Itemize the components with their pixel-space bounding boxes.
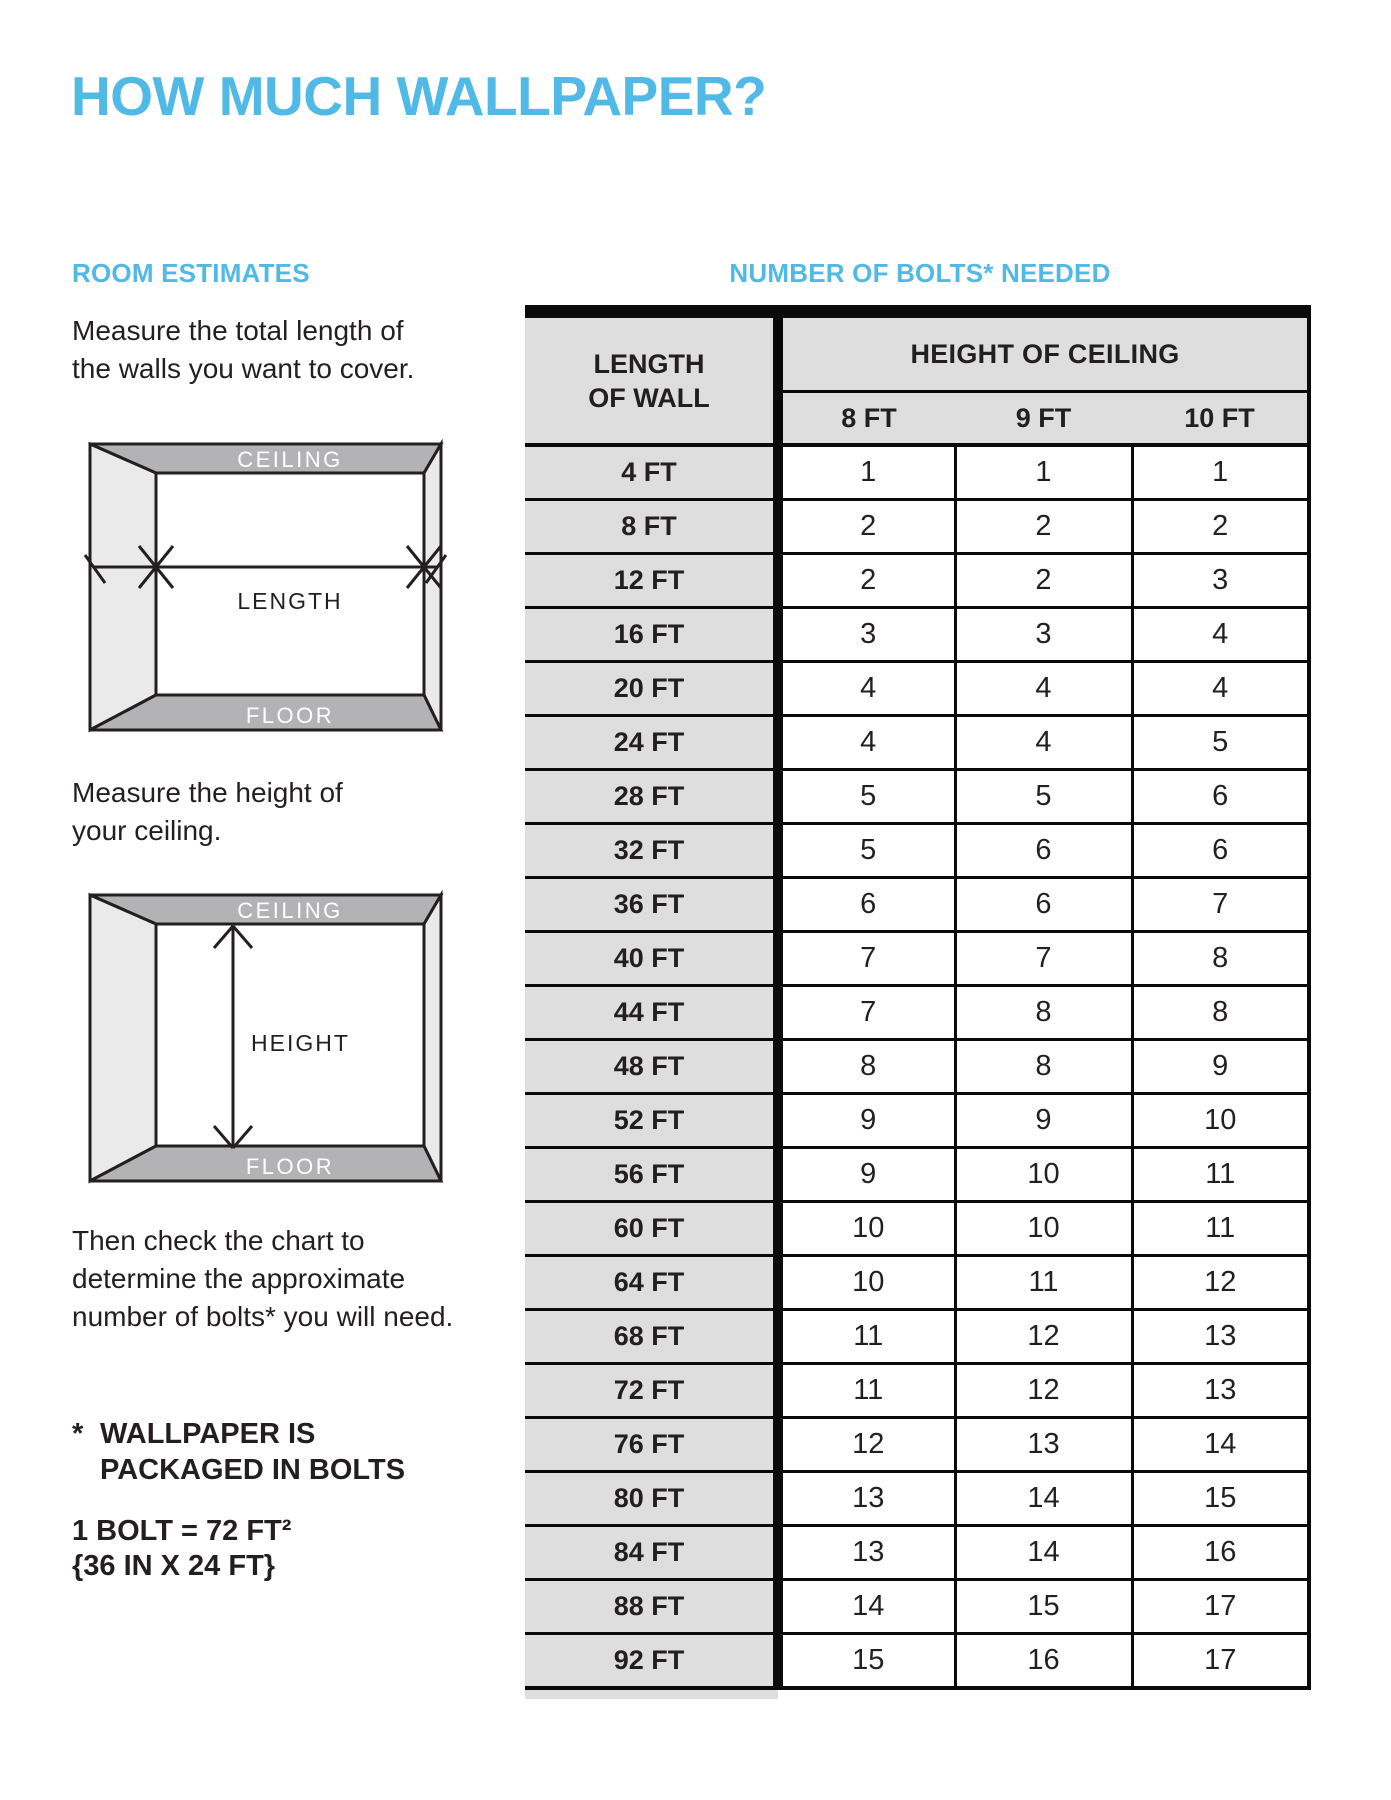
bolt-count-cell: 1	[955, 445, 1132, 500]
bolt-count-cell: 6	[955, 824, 1132, 878]
ceiling-label: CEILING	[237, 447, 343, 472]
bolt-count-cell: 7	[778, 986, 955, 1040]
table-row	[525, 554, 1309, 608]
bolt-count-cell: 8	[955, 986, 1132, 1040]
bolt-count-cell: 6	[955, 878, 1132, 932]
bolt-count-cell: 15	[778, 1634, 955, 1689]
row-length-label: 80 FT	[525, 1472, 778, 1526]
page-title: HOW MUCH WALLPAPER?	[71, 65, 767, 127]
row-length-label: 92 FT	[525, 1634, 778, 1689]
table-row	[525, 1418, 1309, 1472]
row-length-label: 4 FT	[525, 445, 778, 500]
bolt-count-cell: 5	[778, 770, 955, 824]
bolt-count-cell: 14	[1132, 1418, 1309, 1472]
row-length-label: 48 FT	[525, 1040, 778, 1094]
bolt-count-cell: 7	[955, 932, 1132, 986]
bolt-count-cell: 6	[1132, 770, 1309, 824]
bolt-count-cell: 11	[1132, 1202, 1309, 1256]
row-length-label: 12 FT	[525, 554, 778, 608]
bolts-needed-heading: NUMBER OF BOLTS* NEEDED	[729, 258, 1111, 288]
bolt-count-cell: 11	[778, 1310, 955, 1364]
paragraph-line: Then check the chart to	[72, 1225, 365, 1256]
bolt-count-cell: 13	[778, 1472, 955, 1526]
bolt-count-cell: 1	[778, 445, 955, 500]
bolt-count-cell: 11	[778, 1364, 955, 1418]
bolt-equation: 1 BOLT = 72 FT²	[72, 1515, 292, 1547]
bolt-count-cell: 17	[1132, 1580, 1309, 1634]
floor-label: FLOOR	[245, 1154, 335, 1179]
bolt-count-cell: 10	[955, 1202, 1132, 1256]
footnote-line	[72, 1416, 405, 1452]
table-row	[525, 1580, 1309, 1634]
bolt-count-cell: 9	[778, 1094, 955, 1148]
bolt-count-cell: 3	[778, 608, 955, 662]
bolt-count-cell: 11	[955, 1256, 1132, 1310]
bolt-count-cell: 2	[955, 500, 1132, 554]
bolt-count-cell: 2	[955, 554, 1132, 608]
row-length-label: 88 FT	[525, 1580, 778, 1634]
header-line: OF WALL	[588, 382, 710, 413]
bolt-count-cell: 16	[955, 1634, 1132, 1689]
row-length-label: 72 FT	[525, 1364, 778, 1418]
table-row	[525, 1202, 1309, 1256]
bolt-dimensions: {36 IN X 24 FT}	[72, 1550, 276, 1582]
wallpaper-bolts-footnote	[72, 1416, 405, 1488]
bolt-count-cell: 4	[1132, 608, 1309, 662]
bolt-count-cell: 14	[955, 1472, 1132, 1526]
bolt-count-cell: 12	[955, 1364, 1132, 1418]
height-of-ceiling-header: HEIGHT OF CEILING	[778, 312, 1309, 392]
bolt-count-cell: 14	[778, 1580, 955, 1634]
bolt-count-cell: 12	[778, 1418, 955, 1472]
row-length-label: 64 FT	[525, 1256, 778, 1310]
header-line: LENGTH	[593, 348, 705, 379]
table-row	[525, 1310, 1309, 1364]
row-length-label: 60 FT	[525, 1202, 778, 1256]
table-row	[525, 1094, 1309, 1148]
bolt-count-cell: 9	[778, 1148, 955, 1202]
table-row	[525, 1634, 1309, 1689]
table-row	[525, 878, 1309, 932]
bolt-count-cell: 13	[955, 1418, 1132, 1472]
table-row	[525, 1148, 1309, 1202]
height-label: HEIGHT	[251, 1030, 350, 1056]
table-row	[525, 1526, 1309, 1580]
row-length-label: 16 FT	[525, 608, 778, 662]
bolt-count-cell: 14	[955, 1526, 1132, 1580]
table-row	[525, 1472, 1309, 1526]
room-height-diagram	[83, 888, 448, 1188]
paragraph-line: number of bolts* you will need.	[72, 1301, 454, 1332]
check-chart-paragraph	[72, 1222, 453, 1336]
bolt-count-cell: 4	[778, 716, 955, 770]
floor-label: FLOOR	[245, 703, 335, 728]
bolt-count-cell: 5	[1132, 716, 1309, 770]
table-row	[525, 932, 1309, 986]
bolt-count-cell: 7	[778, 932, 955, 986]
column-header-10ft: 10 FT	[1132, 392, 1309, 446]
room-height-diagram-svg	[83, 888, 448, 1188]
paragraph-line: your ceiling.	[72, 815, 222, 846]
bolt-count-cell: 4	[1132, 662, 1309, 716]
table-row	[525, 1364, 1309, 1418]
column-header-8ft: 8 FT	[778, 392, 955, 446]
paragraph-line: the walls you want to cover.	[72, 353, 415, 384]
bolt-count-cell: 15	[1132, 1472, 1309, 1526]
row-length-label: 68 FT	[525, 1310, 778, 1364]
bolt-count-cell: 13	[1132, 1364, 1309, 1418]
ceiling-label: CEILING	[237, 898, 343, 923]
bolt-count-cell: 11	[1132, 1148, 1309, 1202]
bolt-count-cell: 8	[778, 1040, 955, 1094]
bolt-count-cell: 8	[1132, 986, 1309, 1040]
row-length-label: 20 FT	[525, 662, 778, 716]
bolt-count-cell: 2	[1132, 500, 1309, 554]
length-of-wall-header	[525, 312, 778, 446]
table-row	[525, 770, 1309, 824]
bolt-count-cell: 8	[1132, 932, 1309, 986]
bolt-count-cell: 4	[955, 662, 1132, 716]
bolt-count-cell: 13	[778, 1526, 955, 1580]
row-length-label: 84 FT	[525, 1526, 778, 1580]
bolt-count-cell: 6	[1132, 824, 1309, 878]
bolts-table	[525, 305, 1311, 1690]
bolt-count-cell: 5	[955, 770, 1132, 824]
bolt-count-cell: 2	[778, 500, 955, 554]
bolt-count-cell: 13	[1132, 1310, 1309, 1364]
column-header-9ft: 9 FT	[955, 392, 1132, 446]
bolts-table-container	[525, 305, 1315, 1690]
measure-length-paragraph	[72, 312, 414, 388]
table-row	[525, 986, 1309, 1040]
paragraph-line: determine the approximate	[72, 1263, 406, 1294]
table-header-row	[525, 312, 1309, 392]
bolt-count-cell: 2	[778, 554, 955, 608]
row-length-label: 56 FT	[525, 1148, 778, 1202]
bolt-count-cell: 3	[1132, 554, 1309, 608]
bolt-count-cell: 16	[1132, 1526, 1309, 1580]
table-row	[525, 824, 1309, 878]
row-length-label: 32 FT	[525, 824, 778, 878]
table-row	[525, 445, 1309, 500]
bolt-count-cell: 15	[955, 1580, 1132, 1634]
bolt-count-cell: 12	[955, 1310, 1132, 1364]
left-wall	[90, 444, 156, 730]
row-length-label: 24 FT	[525, 716, 778, 770]
row-length-label: 36 FT	[525, 878, 778, 932]
row-length-label: 28 FT	[525, 770, 778, 824]
row-length-label: 76 FT	[525, 1418, 778, 1472]
bolt-count-cell: 10	[1132, 1094, 1309, 1148]
right-wall	[424, 895, 441, 1181]
bolt-count-cell: 9	[955, 1094, 1132, 1148]
bolt-count-cell: 4	[778, 662, 955, 716]
bolt-count-cell: 10	[778, 1256, 955, 1310]
bolt-count-cell: 9	[1132, 1040, 1309, 1094]
left-wall	[90, 895, 156, 1181]
bolt-count-cell: 4	[955, 716, 1132, 770]
table-row	[525, 1040, 1309, 1094]
row-length-label: 52 FT	[525, 1094, 778, 1148]
bolt-count-cell: 3	[955, 608, 1132, 662]
bolt-count-cell: 8	[955, 1040, 1132, 1094]
bolt-count-cell: 10	[778, 1202, 955, 1256]
table-row	[525, 1256, 1309, 1310]
room-estimates-heading: ROOM ESTIMATES	[72, 258, 310, 288]
bolt-count-cell: 10	[955, 1148, 1132, 1202]
table-body	[525, 445, 1309, 1688]
table-row	[525, 716, 1309, 770]
table-row	[525, 662, 1309, 716]
length-label: LENGTH	[237, 588, 343, 614]
paragraph-line: Measure the height of	[72, 777, 343, 808]
bolt-count-cell: 6	[778, 878, 955, 932]
back-wall	[156, 473, 424, 695]
footnote-asterisk: *	[72, 1418, 84, 1450]
bolt-count-cell: 1	[1132, 445, 1309, 500]
measure-height-paragraph	[72, 774, 343, 850]
bolt-count-cell: 17	[1132, 1634, 1309, 1689]
bolt-count-cell: 7	[1132, 878, 1309, 932]
footnote-text: WALLPAPER IS	[100, 1418, 316, 1450]
row-length-label: 40 FT	[525, 932, 778, 986]
paragraph-line: Measure the total length of	[72, 315, 404, 346]
bolt-count-cell: 12	[1132, 1256, 1309, 1310]
row-length-label: 8 FT	[525, 500, 778, 554]
row-length-label: 44 FT	[525, 986, 778, 1040]
footnote-line: PACKAGED IN BOLTS	[100, 1454, 406, 1486]
table-row	[525, 608, 1309, 662]
bolt-size-info	[72, 1514, 291, 1584]
table-row	[525, 500, 1309, 554]
room-length-diagram	[83, 437, 448, 737]
room-length-diagram-svg	[83, 437, 448, 737]
bolt-count-cell: 5	[778, 824, 955, 878]
